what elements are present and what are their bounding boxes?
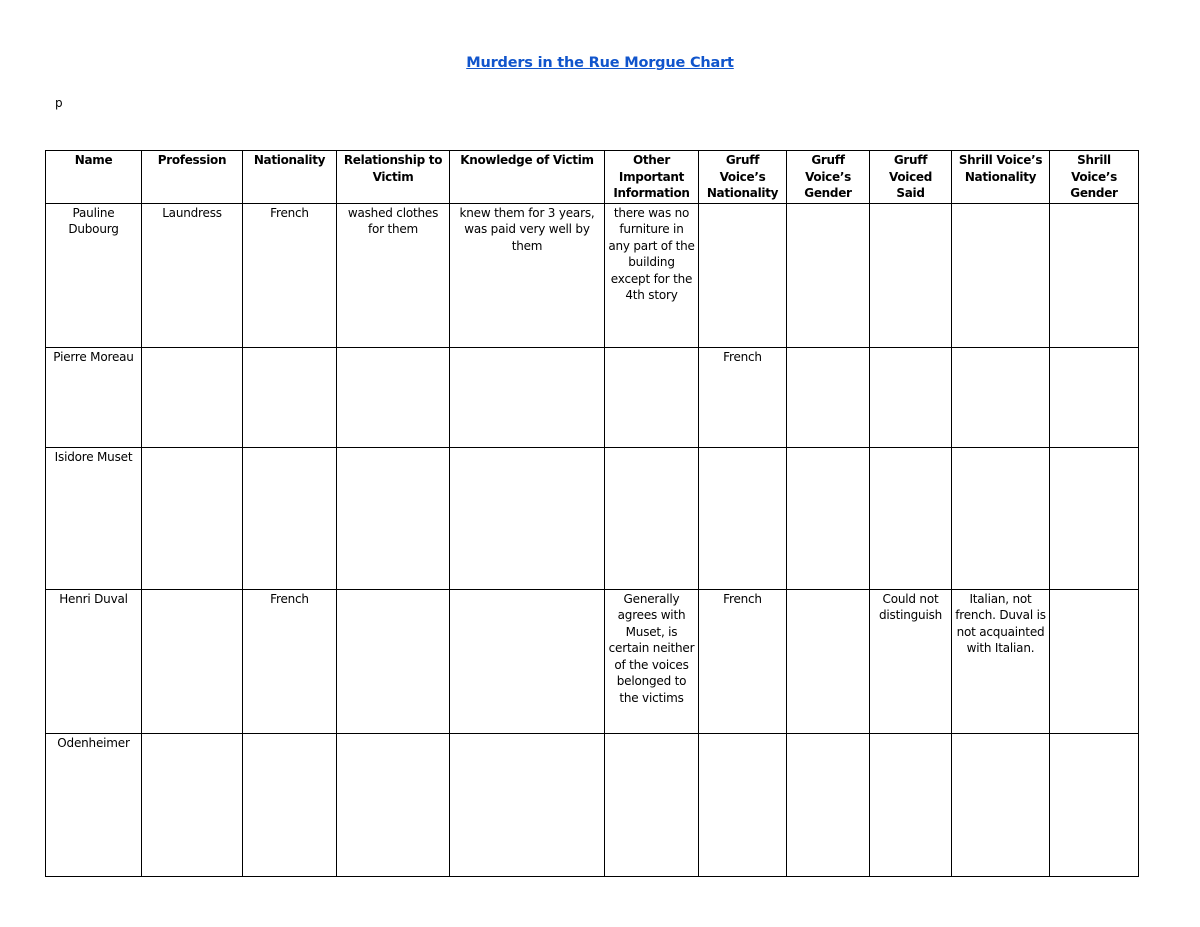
table-cell bbox=[243, 447, 337, 589]
table-cell: Isidore Muset bbox=[46, 447, 142, 589]
table-cell bbox=[787, 203, 870, 347]
column-header: Nationality bbox=[243, 151, 337, 204]
table-cell bbox=[450, 589, 605, 733]
table-cell bbox=[870, 733, 952, 876]
table-cell bbox=[142, 733, 243, 876]
table-cell: Odenheimer bbox=[46, 733, 142, 876]
table-cell: French bbox=[243, 589, 337, 733]
table-cell bbox=[699, 447, 787, 589]
table-cell bbox=[870, 203, 952, 347]
column-header: Knowledge of Victim bbox=[450, 151, 605, 204]
table-cell bbox=[952, 347, 1050, 447]
table-cell bbox=[870, 347, 952, 447]
column-header: Gruff Voice’s Nationality bbox=[699, 151, 787, 204]
table-cell bbox=[337, 447, 450, 589]
stray-text: p bbox=[55, 96, 63, 110]
column-header: Profession bbox=[142, 151, 243, 204]
table-cell: Pauline Dubourg bbox=[46, 203, 142, 347]
table-cell bbox=[605, 347, 699, 447]
table-cell bbox=[787, 733, 870, 876]
table-cell: French bbox=[699, 347, 787, 447]
table-cell: Italian, not french. Duval is not acquainted with Italian. bbox=[952, 589, 1050, 733]
table-cell: Generally agrees with Muset, is certain neither of the voices belonged to the victims bbox=[605, 589, 699, 733]
table-cell: Henri Duval bbox=[46, 589, 142, 733]
table-cell bbox=[337, 347, 450, 447]
table-cell bbox=[787, 447, 870, 589]
column-header: Name bbox=[46, 151, 142, 204]
table-cell bbox=[142, 447, 243, 589]
table-cell bbox=[787, 347, 870, 447]
table-cell bbox=[699, 733, 787, 876]
table-cell: French bbox=[243, 203, 337, 347]
table-row bbox=[46, 347, 1139, 447]
table-cell bbox=[1050, 733, 1139, 876]
table-cell bbox=[1050, 589, 1139, 733]
table-row bbox=[46, 589, 1139, 733]
table-header-row bbox=[46, 151, 1139, 204]
table-cell bbox=[1050, 347, 1139, 447]
table-cell bbox=[142, 347, 243, 447]
table-cell bbox=[605, 733, 699, 876]
table-cell bbox=[787, 589, 870, 733]
table-cell bbox=[142, 589, 243, 733]
table-row bbox=[46, 203, 1139, 347]
table-cell bbox=[337, 733, 450, 876]
table-cell bbox=[243, 347, 337, 447]
table-cell: there was no furniture in any part of the building except for the 4th story bbox=[605, 203, 699, 347]
column-header: Gruff Voiced Said bbox=[870, 151, 952, 204]
table-cell: Could not distinguish bbox=[870, 589, 952, 733]
table-cell: Pierre Moreau bbox=[46, 347, 142, 447]
table-cell bbox=[450, 733, 605, 876]
table-cell bbox=[450, 447, 605, 589]
table-cell: Laundress bbox=[142, 203, 243, 347]
table-cell bbox=[337, 589, 450, 733]
table-cell bbox=[450, 347, 605, 447]
table-cell bbox=[605, 447, 699, 589]
column-header: Shrill Voice’s Nationality bbox=[952, 151, 1050, 204]
table-row bbox=[46, 733, 1139, 876]
table-cell: French bbox=[699, 589, 787, 733]
table-cell bbox=[1050, 203, 1139, 347]
column-header: Shrill Voice’s Gender bbox=[1050, 151, 1139, 204]
table-row bbox=[46, 447, 1139, 589]
column-header: Other Important Information bbox=[605, 151, 699, 204]
document-title: Murders in the Rue Morgue Chart bbox=[466, 55, 734, 71]
table-cell bbox=[243, 733, 337, 876]
table-cell bbox=[699, 203, 787, 347]
column-header: Relationship to Victim bbox=[337, 151, 450, 204]
column-header: Gruff Voice’s Gender bbox=[787, 151, 870, 204]
table-cell bbox=[952, 203, 1050, 347]
table-cell: washed clothes for them bbox=[337, 203, 450, 347]
table-cell bbox=[870, 447, 952, 589]
suspects-chart-table bbox=[45, 150, 1139, 877]
table-cell bbox=[952, 447, 1050, 589]
table-cell: knew them for 3 years, was paid very well by them bbox=[450, 203, 605, 347]
table-cell bbox=[1050, 447, 1139, 589]
table-cell bbox=[952, 733, 1050, 876]
